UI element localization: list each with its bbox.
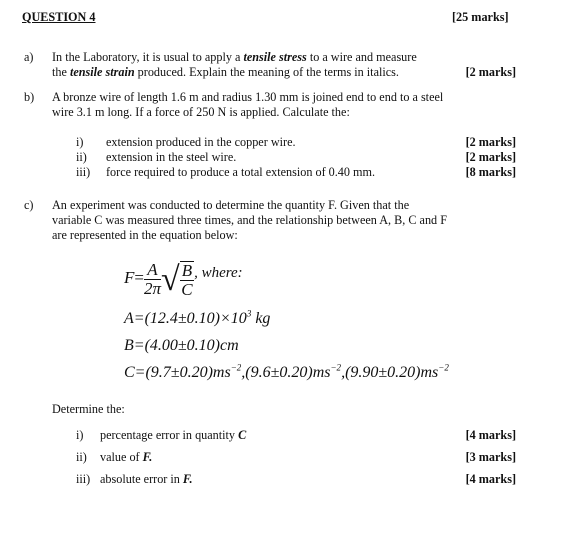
def-C-3: ,(9.90±0.20)ms	[341, 364, 439, 381]
part-b-line-2: wire 3.1 m long. If a force of 250 N is applied. Calculate the:	[52, 105, 350, 119]
def-A-exponent: 3	[246, 308, 252, 319]
eq-denominator: 2π	[143, 278, 162, 298]
part-c-item-1-var: C	[238, 428, 247, 442]
part-a-label: a)	[24, 50, 34, 64]
eq-sqrt-numerator: B	[181, 260, 193, 280]
eq-sqrt-fraction	[180, 261, 194, 299]
part-b-item-1-num: i)	[76, 135, 84, 149]
def-C-1: C=(9.7±0.20)ms	[124, 364, 231, 381]
eq-sqrt-denominator: C	[181, 279, 193, 299]
eq-numerator: A	[144, 261, 161, 280]
part-c-item-1-body: percentage error in quantity	[100, 428, 239, 442]
part-c-item-3-text	[100, 472, 193, 486]
eq-F: F	[124, 268, 135, 287]
part-b-line-1: A bronze wire of length 1.6 m and radius 1.30 mm is joined end to end to a steel	[52, 90, 444, 104]
eq-fraction	[144, 261, 161, 298]
sqrt-icon: √	[161, 260, 180, 298]
def-C-2-exponent: −2	[330, 362, 342, 373]
part-c-item-2-num: ii)	[76, 450, 87, 464]
part-b-item-3-num: iii)	[76, 165, 91, 179]
part-b-item-3-marks: [8 marks]	[465, 165, 516, 179]
term-tensile-stress: tensile stress	[243, 50, 307, 64]
part-c-line-3: are represented in the equation below:	[52, 228, 238, 242]
part-a-line-1	[52, 50, 417, 64]
part-a-text: produced. Explain the meaning of the terms in italics.	[134, 65, 399, 79]
part-c-line-2: variable C was measured three times, and the relationship between A, B, C and F	[52, 213, 447, 227]
definition-C	[124, 362, 449, 381]
definition-A	[124, 308, 271, 327]
eq-where: , where:	[194, 265, 243, 281]
part-c-item-2-text	[100, 450, 152, 464]
def-C-2: ,(9.6±0.20)ms	[241, 364, 331, 381]
part-c-line-1: An experiment was conducted to determine the quantity F. Given that the	[52, 198, 410, 212]
part-b-item-1-text: extension produced in the copper wire.	[106, 135, 296, 149]
part-a-line-2	[52, 65, 399, 79]
part-c-item-3-body: absolute error in	[100, 472, 183, 486]
part-b-item-2-text: extension in the steel wire.	[106, 150, 237, 164]
part-b-label: b)	[24, 90, 35, 104]
part-c-label: c)	[24, 198, 34, 212]
part-a-text: to a wire and measure	[306, 50, 417, 64]
total-marks: [25 marks]	[452, 10, 509, 24]
part-a-marks: [2 marks]	[465, 65, 516, 79]
question-title: QUESTION 4	[22, 10, 96, 24]
part-c-item-1-num: i)	[76, 428, 84, 442]
part-c-item-3-num: iii)	[76, 472, 91, 486]
equation	[124, 254, 243, 299]
definition-B: B=(4.00±0.10)cm	[124, 337, 239, 354]
def-A-text: A=(12.4±0.10)×10	[124, 310, 247, 327]
term-tensile-strain: tensile strain	[69, 65, 135, 79]
part-c-item-2-body: value of	[100, 450, 143, 464]
eq-sqrt	[161, 260, 194, 299]
part-b-item-1-marks: [2 marks]	[465, 135, 516, 149]
eq-equals: =	[134, 268, 144, 287]
part-b-item-3-text: force required to produce a total extension of 0.40 mm.	[106, 165, 376, 179]
def-A-unit: kg	[251, 310, 271, 327]
part-b-item-2-marks: [2 marks]	[465, 150, 516, 164]
part-c-item-1-marks: [4 marks]	[465, 428, 516, 442]
part-a-text: the	[52, 65, 70, 79]
part-a-text: In the Laboratory, it is usual to apply a	[52, 50, 244, 64]
part-c-item-2-var: F.	[142, 450, 153, 464]
def-C-1-exponent: −2	[230, 362, 242, 373]
part-c-item-1-text	[100, 428, 246, 442]
determine-label: Determine the:	[52, 402, 125, 416]
part-b-item-2-num: ii)	[76, 150, 87, 164]
part-c-item-3-marks: [4 marks]	[465, 472, 516, 486]
part-c-item-3-var: F.	[182, 472, 193, 486]
part-c-item-2-marks: [3 marks]	[465, 450, 516, 464]
def-C-3-exponent: −2	[438, 362, 449, 373]
